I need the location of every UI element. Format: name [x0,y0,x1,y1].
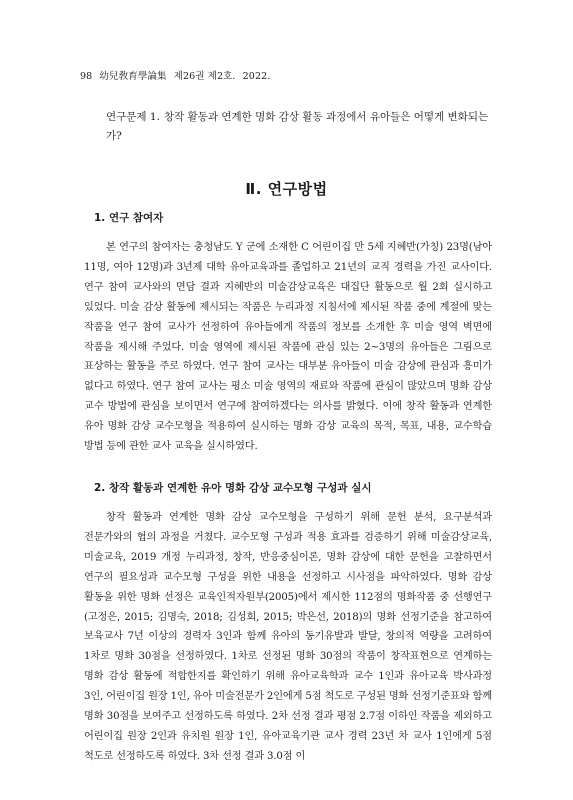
paragraph-model: 창작 활동과 연계한 명화 감상 교수모형을 구성하기 위해 문헌 분석, 요구분석과 전문가와의 협의 과정을 거쳤다. 교수모형 구성과 적용 효과를 검증하기 위해 미술감상교육, 미술교육, 2019 개정 누리과정, 창작, 반응중심이론, 명화 감상에 대한 문헌을 고찰하면서 연구의 필요성과 교수모형 구성을 위한 내용을 선정하고 시사점을 파악하였다. 명화 감상 활동을 위한 명화 선정은 교육인적자원부(2005)에서 제시한 112점의 명화작품 중 선행연구(고정은, 2015; 김명숙, 2018; 김성희, 2015; 박은선, 2018)의 명화 선정기준을 참고하여 보육교사 7년 이상의 경력자 3인과 함께 유아의 동기유발과 발달, 창의적 역량을 고려하여 1차로 명화 30점을 선정하였다. 1차로 선정된 명화 30점의 작품이 창작표현으로 연계하는 명화 감상 활동에 적합한지를 확인하기 위해 유아교육학과 교수 1인과 유아교육 박사과정 3인, 어린이집 원장 1인, 유아 미술전문가 2인에게 5점 척도로 구성된 명화 선정기준표와 함께 명화 30점을 보여주고 선정하도록 하였다. 2차 선정 결과 평점 2.7점 이하인 작품을 제외하고 어린이집 원장 2인과 유치원 원장 1인, 유아교육기관 교사 경력 23년 차 교사 1인에게 5점 척도로 선정하도록 하였다. 3차 선정 결과 3.0점 이 [84,512,492,762]
research-question [106,108,492,146]
subsection-title-participants: 1. 연구 참여자 [94,212,164,224]
research-question-label: 연구문제 1. [106,111,160,123]
volume-issue: 제26권 제2호. [173,71,236,82]
research-question-text: 창작 활동과 연계한 명화 감상 활동 과정에서 유아들은 어떻게 변화되는가? [106,111,489,142]
section-title: Ⅱ. 연구방법 [245,180,328,198]
paragraph-participants: 본 연구의 참여자는 충청남도 Y 군에 소재한 C 어린이집 만 5세 지혜반(가칭) 23명(남아 11명, 여아 12명)과 3년제 대학 유아교육과를 졸업하고 21년의 교직 경력을 가진 교사이다. 연구 참여 교사와의 면담 결과 지혜반의 미술감상교육은 대집단 활동으로 월 2회 실시하고 있었다. 미술 감상 활동에 제시되는 작품은 누리과정 지침서에 제시된 작품 중에 계절에 맞는 작품을 연구 참여 교사가 선정하여 유아들에게 작품의 정보를 소개한 후 미술 영역 벽면에 작품을 제시해 주었다. 미술 영역에 제시된 작품에 관심 있는 2~3명의 유아들은 그림으로 표상하는 활동을 주로 하였다. 연구 참여 교사는 대부분 유아들이 미술 감상에 관심과 흥미가 없다고 하였다. 연구 참여 교사는 평소 미술 영역의 재료와 작품에 관심이 많았으며 명화 감상 교수 방법에 관심을 보이면서 연구에 참여하겠다는 의사를 밝혔다. 이에 창작 활동과 연계한 유아 명화 감상 교수모형을 적용하여 실시하는 명화 감상 교육의 목적, 목표, 내용, 교수학습 방법 등에 관한 교사 교육을 실시하였다. [84,242,492,453]
journal-name: 幼兒敎育學論集 [99,71,167,82]
publication-year: 2022. [242,71,271,82]
page-number: 98 [80,71,93,82]
running-header [80,68,274,82]
subsection-title-model: 2. 창작 활동과 연계한 유아 명화 감상 교수모형 구성과 실시 [94,482,372,494]
